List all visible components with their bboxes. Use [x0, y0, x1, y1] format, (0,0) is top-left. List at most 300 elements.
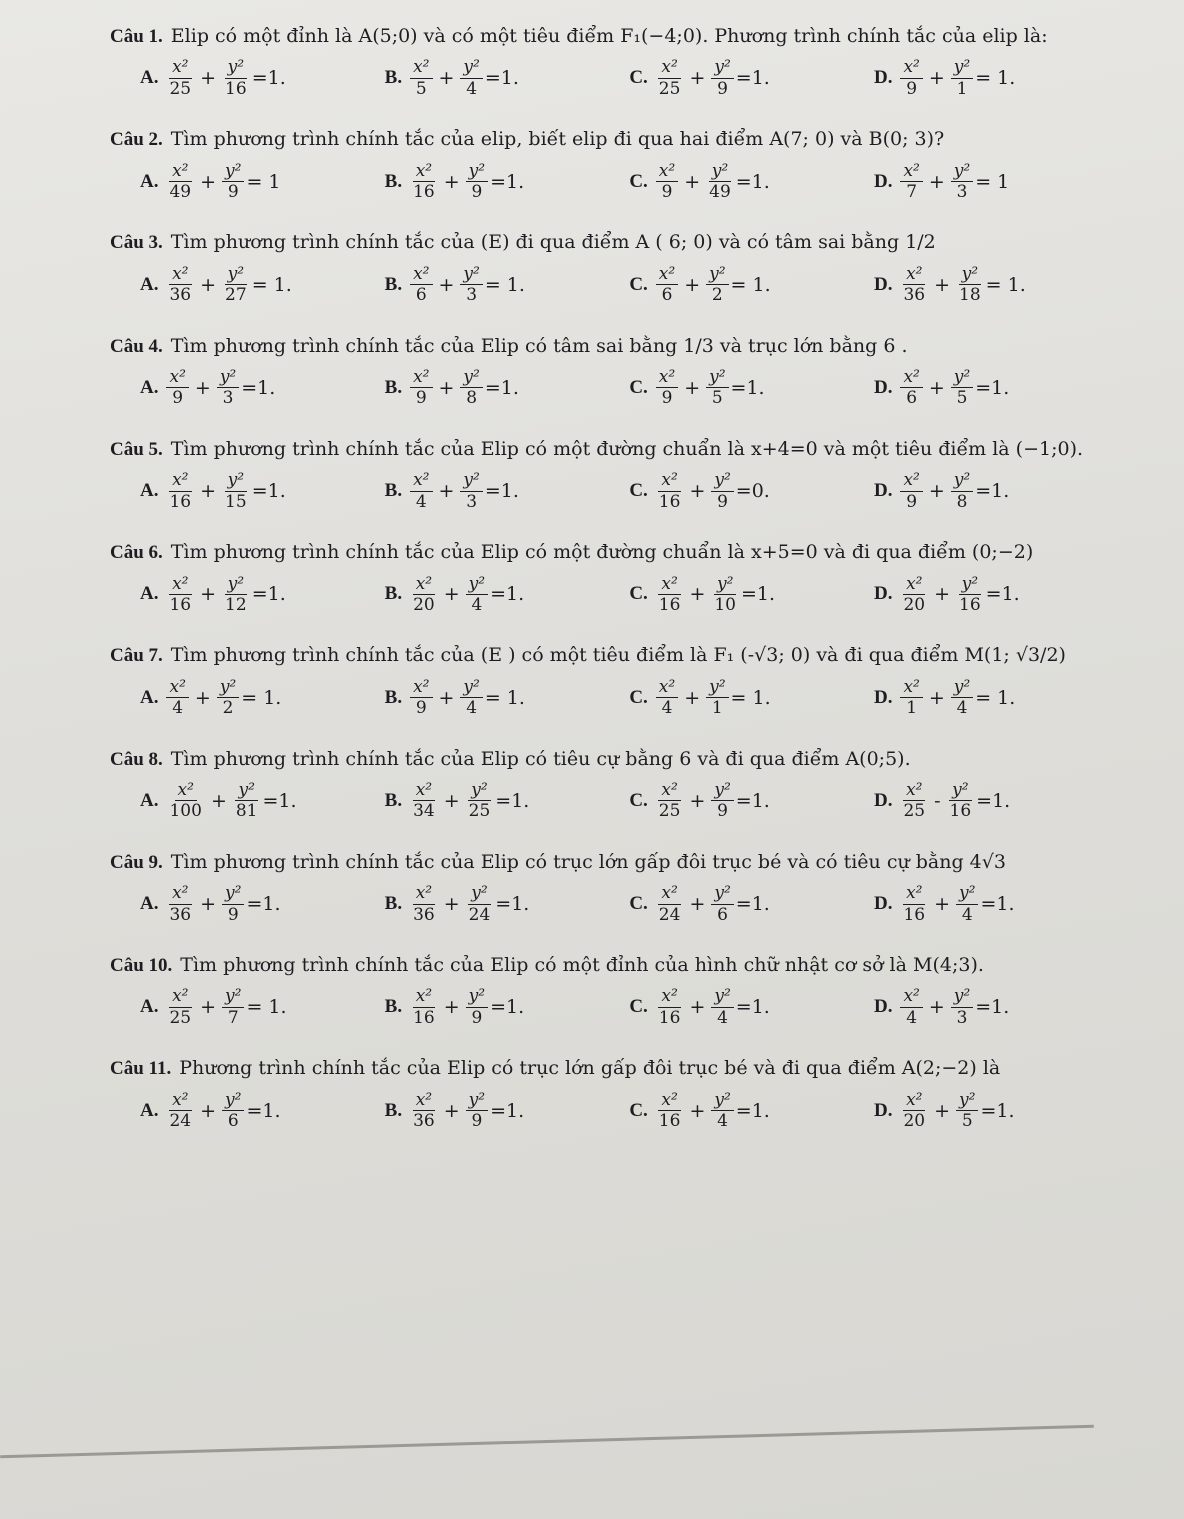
option-letter: C.: [629, 273, 648, 295]
operator: +: [443, 996, 460, 1019]
operator: +: [689, 893, 706, 916]
question-stem: [110, 1054, 1124, 1083]
answer-option-a: [140, 264, 350, 306]
y-term: [222, 986, 244, 1028]
option-letter: A.: [140, 170, 159, 192]
operator: +: [200, 893, 217, 916]
y-term: [217, 677, 239, 719]
x-term: [410, 780, 438, 822]
equation-rhs: =1.: [735, 67, 770, 90]
equation-rhs: =1.: [735, 789, 770, 812]
y-term: [951, 677, 973, 719]
operator: +: [438, 273, 455, 296]
x-term-denominator: 9: [172, 388, 184, 409]
question-text: Tìm phương trình chính tắc của (E ) có một tiêu điểm là F₁ (-√3; 0) và đi qua điểm M(1; √3/2): [170, 644, 1066, 667]
option-letter: D.: [873, 1099, 893, 1121]
y-term-denominator: 49: [709, 182, 731, 203]
option-letter: B.: [384, 67, 403, 89]
y-term-numerator: y²: [951, 161, 973, 182]
y-term-denominator: 18: [959, 285, 981, 306]
operator: +: [934, 273, 951, 296]
x-term: [166, 367, 188, 409]
y-term-denominator: 5: [956, 388, 968, 409]
question-text: Tìm phương trình chính tắc của Elip có một đỉnh của hình chữ nhật cơ sở là M(4;3).: [180, 953, 984, 976]
x-term-denominator: 16: [413, 182, 435, 203]
x-term-denominator: 9: [906, 78, 918, 99]
question-stem: [110, 228, 1124, 257]
x-term-numerator: x²: [169, 883, 191, 904]
y-term-denominator: 4: [961, 904, 973, 925]
option-letter: D.: [873, 480, 893, 502]
answer-option-d: [874, 1090, 1084, 1132]
x-term: [410, 574, 438, 616]
answer-options: [110, 677, 1124, 719]
y-term: [956, 574, 984, 616]
answer-option-b: [385, 367, 595, 409]
y-term: [466, 161, 488, 203]
equation-rhs: = 1.: [484, 686, 525, 709]
x-term-numerator: x²: [175, 780, 197, 801]
operator: +: [689, 480, 706, 503]
question-1: [110, 22, 1124, 99]
y-term: [706, 161, 734, 203]
x-term: [410, 161, 438, 203]
equation-rhs: =1.: [241, 376, 276, 399]
operator: +: [443, 1099, 460, 1122]
x-term-denominator: 34: [413, 801, 435, 822]
answer-option-c: [629, 1090, 839, 1132]
x-term-denominator: 24: [658, 904, 681, 925]
question-text: Tìm phương trình chính tắc của Elip có tiêu cự bằng 6 và đi qua điểm A(0;5).: [170, 747, 911, 770]
x-term: [656, 780, 684, 822]
y-term: [711, 1090, 733, 1132]
x-term-numerator: x²: [169, 470, 191, 491]
y-term: [711, 780, 733, 822]
y-term: [466, 574, 488, 616]
y-term-numerator: y²: [225, 470, 247, 491]
y-term-numerator: y²: [951, 367, 973, 388]
option-letter: C.: [629, 170, 648, 192]
y-term-denominator: 5: [961, 1111, 973, 1132]
operator: +: [689, 996, 706, 1019]
x-term: [900, 574, 928, 616]
option-letter: C.: [629, 996, 648, 1018]
y-term-numerator: y²: [460, 264, 482, 285]
question-text: Tìm phương trình chính tắc của Elip có tâm sai bằng 1/3 và trục lớn bằng 6 .: [170, 334, 908, 357]
x-term: [656, 677, 678, 719]
x-term: [656, 57, 684, 99]
x-term-numerator: x²: [658, 470, 680, 491]
y-term-numerator: y²: [949, 780, 971, 801]
question-number: Câu 2.: [110, 129, 163, 151]
answer-option-c: [629, 161, 839, 203]
x-term: [900, 264, 928, 306]
x-term: [656, 470, 684, 512]
equation-rhs: =1.: [490, 1099, 525, 1122]
x-term-denominator: 6: [906, 388, 918, 409]
question-number: Câu 7.: [110, 645, 163, 667]
x-term-numerator: x²: [413, 574, 435, 595]
y-term-numerator: y²: [711, 57, 733, 78]
operator: +: [438, 376, 455, 399]
y-term: [460, 677, 482, 719]
answer-option-b: [385, 161, 595, 203]
x-term: [900, 883, 928, 925]
question-text: Tìm phương trình chính tắc của elip, biết elip đi qua hai điểm A(7; 0) và B(0; 3)?: [170, 128, 945, 151]
equation-rhs: =1.: [484, 480, 519, 503]
operator: +: [934, 893, 951, 916]
equation-rhs: =1.: [980, 1099, 1015, 1122]
question-8: [110, 745, 1124, 822]
x-term-numerator: x²: [413, 780, 435, 801]
answer-option-a: [140, 1090, 350, 1132]
answer-option-c: [629, 470, 839, 512]
answer-options: [110, 57, 1124, 99]
x-term-numerator: x²: [656, 161, 678, 182]
answer-options: [110, 264, 1124, 306]
equation-rhs: =1.: [730, 376, 765, 399]
answer-option-c: [629, 986, 839, 1028]
x-term-denominator: 16: [903, 904, 926, 925]
y-term-denominator: 16: [959, 594, 981, 615]
equation-rhs: =1.: [735, 170, 770, 193]
y-term-denominator: 9: [471, 1007, 483, 1028]
answer-option-d: [874, 677, 1084, 719]
x-term: [900, 57, 922, 99]
y-term-denominator: 9: [717, 801, 728, 822]
y-term-numerator: y²: [959, 574, 981, 595]
y-term-denominator: 27: [225, 285, 247, 306]
answer-options: [110, 986, 1124, 1028]
operator: +: [210, 789, 227, 812]
y-term-numerator: y²: [466, 1090, 488, 1111]
question-stem: [110, 332, 1124, 361]
y-term-numerator: y²: [466, 986, 488, 1007]
question-number: Câu 6.: [110, 542, 163, 564]
equation-rhs: = 1.: [241, 686, 282, 709]
operator: +: [684, 686, 701, 709]
x-term-denominator: 36: [169, 904, 192, 925]
x-term-denominator: 16: [658, 1007, 681, 1028]
question-number: Câu 5.: [110, 438, 163, 460]
y-term-numerator: y²: [711, 780, 733, 801]
y-term-denominator: 7: [227, 1007, 239, 1028]
operator: +: [689, 67, 706, 90]
x-term-numerator: x²: [169, 1090, 191, 1111]
x-term: [900, 161, 922, 203]
y-term-numerator: y²: [217, 677, 239, 698]
y-term-numerator: y²: [460, 57, 482, 78]
x-term: [410, 986, 438, 1028]
x-term-numerator: x²: [658, 1090, 680, 1111]
x-term-numerator: x²: [166, 677, 188, 698]
question-4: [110, 332, 1124, 409]
option-letter: B.: [384, 376, 403, 398]
y-term-numerator: y²: [222, 1090, 244, 1111]
answer-option-b: [385, 57, 595, 99]
operator: +: [934, 1099, 951, 1122]
y-term: [951, 986, 973, 1028]
equation-rhs: =1.: [246, 1099, 281, 1122]
operator: +: [200, 273, 217, 296]
option-letter: A.: [140, 893, 159, 915]
question-list: [110, 22, 1124, 1131]
x-term-denominator: 9: [415, 388, 427, 409]
x-term-denominator: 16: [658, 491, 681, 512]
y-term-numerator: y²: [951, 57, 973, 78]
y-term-numerator: y²: [460, 470, 482, 491]
operator: +: [443, 583, 460, 606]
x-term: [166, 57, 194, 99]
equation-rhs: = 1.: [975, 686, 1016, 709]
x-term: [410, 264, 432, 306]
x-term-numerator: x²: [658, 57, 680, 78]
answer-options: [110, 883, 1124, 925]
question-10: [110, 951, 1124, 1028]
x-term: [166, 574, 194, 616]
option-letter: C.: [629, 686, 648, 708]
x-term-denominator: 16: [658, 1111, 681, 1132]
equation-rhs: =1.: [490, 583, 525, 606]
x-term: [656, 367, 678, 409]
x-term-denominator: 4: [415, 491, 427, 512]
y-term-numerator: y²: [706, 264, 728, 285]
x-term-numerator: x²: [903, 883, 925, 904]
operator: +: [689, 1099, 706, 1122]
operator: +: [194, 686, 211, 709]
x-term: [166, 883, 194, 925]
answer-option-d: [874, 470, 1084, 512]
answer-option-d: [874, 780, 1084, 822]
option-letter: C.: [629, 583, 648, 605]
equation-rhs: =1.: [251, 480, 286, 503]
operator: +: [194, 376, 211, 399]
y-term-denominator: 4: [956, 698, 968, 719]
option-letter: B.: [384, 480, 403, 502]
operator: +: [928, 67, 945, 90]
x-term-numerator: x²: [169, 264, 191, 285]
question-stem: [110, 848, 1124, 877]
y-term: [706, 367, 728, 409]
x-term-numerator: x²: [410, 264, 432, 285]
y-term-numerator: y²: [222, 883, 244, 904]
option-letter: C.: [629, 893, 648, 915]
x-term-denominator: 4: [172, 698, 184, 719]
equation-rhs: =0.: [735, 480, 770, 503]
y-term: [711, 883, 733, 925]
question-text: Tìm phương trình chính tắc của (E) đi qua điểm A ( 6; 0) và có tâm sai bằng 1/2: [170, 231, 936, 254]
y-term: [222, 161, 244, 203]
option-letter: B.: [384, 170, 403, 192]
operator: +: [934, 583, 951, 606]
option-letter: B.: [384, 273, 403, 295]
operator: -: [934, 789, 941, 812]
y-term-numerator: y²: [235, 780, 257, 801]
equation-rhs: =1.: [975, 480, 1010, 503]
equation-rhs: =1.: [985, 583, 1020, 606]
x-term: [410, 1090, 438, 1132]
option-letter: B.: [384, 1099, 403, 1121]
y-term: [711, 986, 733, 1028]
y-term-numerator: y²: [225, 574, 247, 595]
x-term-numerator: x²: [413, 1090, 435, 1111]
operator: +: [200, 480, 217, 503]
equation-rhs: =1.: [980, 893, 1015, 916]
x-term-numerator: x²: [656, 677, 678, 698]
question-stem: [110, 538, 1124, 567]
answer-option-b: [385, 677, 595, 719]
operator: +: [928, 996, 945, 1019]
y-term-numerator: y²: [222, 986, 244, 1007]
y-term-numerator: y²: [951, 470, 973, 491]
x-term-numerator: x²: [413, 883, 435, 904]
y-term: [951, 470, 973, 512]
option-letter: B.: [384, 686, 403, 708]
y-term-denominator: 8: [466, 388, 478, 409]
x-term-denominator: 6: [415, 285, 427, 306]
equation-rhs: =1.: [490, 170, 525, 193]
y-term-numerator: y²: [709, 161, 731, 182]
question-stem: [110, 951, 1124, 980]
question-number: Câu 11.: [110, 1058, 172, 1080]
y-term-denominator: 9: [471, 1111, 483, 1132]
equation-rhs: =1.: [262, 789, 297, 812]
answer-option-a: [140, 470, 350, 512]
y-term: [466, 1090, 488, 1132]
x-term-numerator: x²: [169, 57, 191, 78]
y-term: [947, 780, 975, 822]
y-term-denominator: 24: [468, 904, 491, 925]
y-term-denominator: 4: [717, 1007, 728, 1028]
option-letter: A.: [140, 376, 159, 398]
y-term: [222, 264, 250, 306]
question-11: [110, 1054, 1124, 1131]
y-term-numerator: y²: [468, 780, 490, 801]
x-term: [900, 986, 922, 1028]
operator: +: [689, 789, 706, 812]
operator: +: [684, 273, 701, 296]
y-term-numerator: y²: [959, 264, 981, 285]
y-term: [460, 57, 482, 99]
answer-option-c: [629, 264, 839, 306]
x-term-denominator: 9: [661, 388, 673, 409]
operator: +: [928, 170, 945, 193]
y-term: [711, 574, 739, 616]
x-term-denominator: 36: [413, 904, 435, 925]
y-term-denominator: 15: [225, 491, 247, 512]
question-stem: [110, 22, 1124, 51]
option-letter: D.: [873, 686, 893, 708]
question-6: [110, 538, 1124, 615]
y-term: [233, 780, 261, 822]
x-term-numerator: x²: [413, 161, 435, 182]
y-term: [711, 470, 733, 512]
answer-option-d: [874, 264, 1084, 306]
option-letter: A.: [140, 480, 159, 502]
question-text: Tìm phương trình chính tắc của Elip có một đường chuẩn là x+5=0 và đi qua điểm (0;−2): [170, 541, 1034, 564]
option-letter: D.: [873, 996, 893, 1018]
equation-rhs: =1.: [735, 1099, 770, 1122]
equation-rhs: =1.: [484, 376, 519, 399]
x-term-numerator: x²: [658, 986, 680, 1007]
question-9: [110, 848, 1124, 925]
option-letter: A.: [140, 686, 159, 708]
y-term: [222, 1090, 244, 1132]
x-term-numerator: x²: [658, 780, 680, 801]
operator: +: [438, 67, 455, 90]
x-term-numerator: x²: [903, 1090, 925, 1111]
answer-option-d: [874, 161, 1084, 203]
x-term-denominator: 16: [169, 491, 192, 512]
y-term-denominator: 6: [227, 1111, 239, 1132]
x-term-denominator: 16: [169, 594, 192, 615]
x-term: [410, 677, 432, 719]
equation-rhs: = 1: [975, 170, 1010, 193]
x-term-denominator: 7: [906, 182, 918, 203]
y-term-numerator: y²: [711, 1090, 733, 1111]
question-text: Tìm phương trình chính tắc của Elip có trục lớn gấp đôi trục bé và có tiêu cự bằng 4√3: [170, 850, 1006, 873]
option-letter: C.: [629, 789, 648, 811]
question-7: [110, 641, 1124, 718]
y-term-denominator: 4: [466, 78, 478, 99]
option-letter: A.: [140, 789, 159, 811]
option-letter: C.: [629, 1099, 648, 1121]
y-term-denominator: 6: [717, 904, 728, 925]
x-term-denominator: 100: [169, 801, 202, 822]
answer-option-c: [629, 574, 839, 616]
x-term-denominator: 16: [658, 594, 681, 615]
option-letter: D.: [873, 67, 893, 89]
option-letter: A.: [140, 1099, 159, 1121]
x-term-denominator: 25: [658, 78, 681, 99]
x-term: [166, 986, 194, 1028]
equation-rhs: = 1.: [975, 67, 1016, 90]
operator: +: [200, 583, 217, 606]
operator: +: [200, 1099, 217, 1122]
x-term-denominator: 49: [169, 182, 192, 203]
operator: +: [443, 789, 460, 812]
question-3: [110, 228, 1124, 305]
y-term: [466, 986, 488, 1028]
y-term-numerator: y²: [706, 367, 728, 388]
answer-option-a: [140, 883, 350, 925]
x-term-numerator: x²: [900, 57, 922, 78]
equation-rhs: =1.: [976, 789, 1011, 812]
y-term-denominator: 16: [225, 78, 247, 99]
y-term-denominator: 3: [222, 388, 234, 409]
operator: +: [438, 686, 455, 709]
option-letter: A.: [140, 996, 159, 1018]
y-term-denominator: 25: [468, 801, 491, 822]
x-term-denominator: 5: [415, 78, 427, 99]
x-term-numerator: x²: [658, 883, 680, 904]
y-term: [951, 161, 973, 203]
answer-option-b: [385, 574, 595, 616]
x-term-numerator: x²: [903, 780, 925, 801]
equation-rhs: =1.: [741, 583, 776, 606]
y-term-numerator: y²: [468, 883, 490, 904]
operator: +: [689, 583, 706, 606]
y-term-numerator: y²: [225, 264, 247, 285]
page-edge-line: [0, 1425, 1094, 1459]
equation-rhs: = 1.: [985, 273, 1026, 296]
x-term: [900, 780, 928, 822]
y-term-denominator: 16: [949, 801, 972, 822]
x-term: [166, 677, 188, 719]
equation-rhs: =1.: [735, 996, 770, 1019]
y-term-denominator: 9: [227, 182, 239, 203]
option-letter: D.: [873, 893, 893, 915]
